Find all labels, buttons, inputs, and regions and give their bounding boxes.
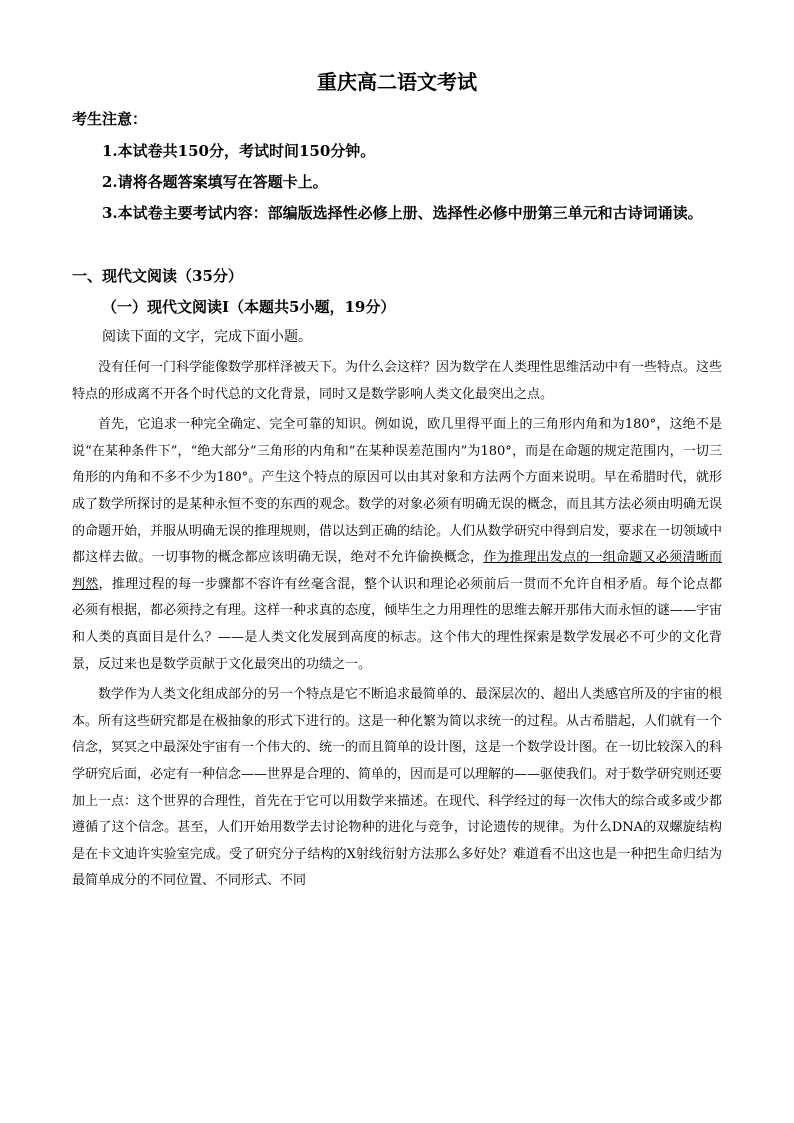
passage-paragraph-1: 没有任何一门科学能像数学那样泽被天下。为什么会这样？因为数学在人类理性思维活动中有一些特点。这些特点的形成离不开各个时代总的文化背景，同时又是数学影响人类文化最突出之点。 (72, 360, 723, 402)
paragraph-2-underlined-text: 作为推理出发点的一组命题又必须清晰而判然 (72, 550, 722, 592)
section-heading: 一、现代文阅读（35分） (72, 267, 243, 285)
passage-paragraph-2 (72, 412, 722, 678)
notice-item-2: 2.请将各题答案填写在答题卡上。 (102, 173, 328, 191)
notice-heading: 考生注意： (72, 110, 148, 128)
paragraph-2-text-after: ，推理过程的每一步骤都不容许有丝毫含混，整个认识和理论必须前后一贯而不允许自相矛盾。每个论点都必须有根据，都必须持之有理。这样一种求真的态度，倾毕生之力用理性的思维去解开那伟大而永恒的谜——宇宙和人类的真面目是什么？——是人类文化发展到高度的标志。这个伟大的理性探索是数学发展必不可少的文化背景，反过来也是数学贡献于文化最突出的功绩之一。 (72, 576, 723, 672)
passage-paragraph-3: 数学作为人类文化组成部分的另一个特点是它不断追求最简单的、最深层次的、超出人类感官所及的宇宙的根本。所有这些研究都是在极抽象的形式下进行的。这是一种化繁为简以求统一的过程。从古希腊起，人们就有一个信念，冥冥之中最深处宇宙有一个伟大的、统一的而且简单的设计图，这是一个数学设计图。在一切比较深入的科学研究后面，必定有一种信念——世界是合理的、简单的，因而是可以理解的——驱使我们。对于数学研究则还要加上一点：这个世界的合理性，首先在于它可以用数学来描述。在现代、科学经过的每一次伟大的综合或多或少都遵循了这个信念。甚至，人们开始用数学去讨论物种的进化与竞争，讨论遗传的规律。为什么DNA的双螺旋结构是在卡文迪许实验室完成。受了研究分子结构的X射线衍射方法那么多好处？难道看不出这也是一种把生命归结为最简单成分的不同位置、不同形式、不同 (72, 687, 723, 889)
reading-instruction: 阅读下面的文字，完成下面小题。 (102, 329, 312, 345)
paragraph-2-text-before: 首先，它追求一种完全确定、完全可靠的知识。例如说，欧几里得平面上的三角形内角和为180°，这绝不是说“在某种条件下”，“绝大部分”三角形的内角和“在某种误差范围内”为180°，而是在命题的规定范围内，一切三角形的内角和不多不少为180°。产生这个特点的原因可以由其对象和方法两个方面来说明。早在希腊时代，就形成了数学所探讨的是某种永恒不变的东西的观念。数学的对象必须有明确无误的概念，而且其方法必须由明确无误的命题开始，并服从明确无误的推理规则，借以达到正确的结论。人们从数学研究中得到启发，要求在一切领域中都这样去做。一切事物的概念都应该明确无误，绝对不允许偷换概念， (72, 417, 723, 566)
subsection-heading: （一）现代文阅读Ⅰ（本题共5小题，19分） (102, 298, 396, 316)
reading-passage (72, 355, 722, 899)
exam-title: 重庆高二语文考试 (317, 70, 477, 94)
notice-item-3: 3.本试卷主要考试内容：部编版选择性必修上册、选择性必修中册第三单元和古诗词诵读。 (102, 204, 703, 222)
notice-item-1: 1.本试卷共150分，考试时间150分钟。 (102, 142, 376, 160)
